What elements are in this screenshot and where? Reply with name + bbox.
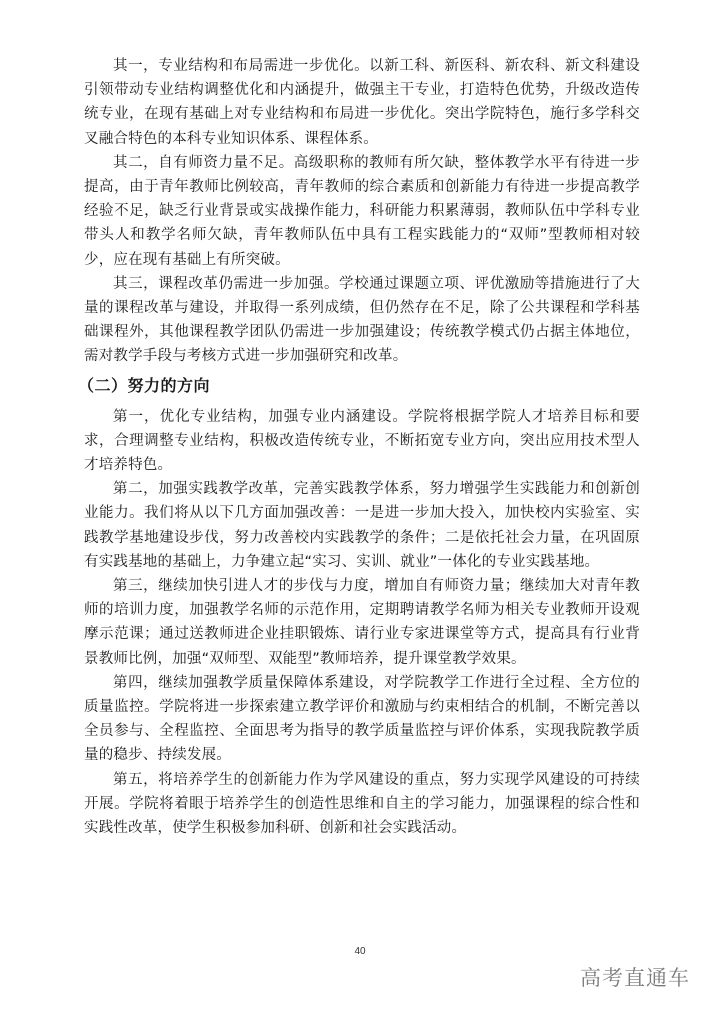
watermark-text: 高考直通车 [580,966,690,990]
paragraph-1: 其一，专业结构和布局需进一步优化。以新工科、新医科、新农科、新文科建设引领带动专业结构调整优化和内涵提升，做强主干专业，打造特色优势，升级改造传统专业，在现有基础上对专业结构和布局进一步优化。突出学院特色，施行多学科交叉融合特色的本科专业知识体系、课程体系。 [84,58,640,147]
page-number: 40 [354,946,366,957]
paragraph-5: 第二，加强实践教学改革，完善实践教学体系，努力增强学生实践能力和创新创业能力。我们将从以下几方面加强改善：一是进一步加大投入，加快校内实验室、实践教学基地建设步伐，努力改善校内实践教学的条件；二是依托社会力量，在巩固原有实践基地的基础上，力争建立起“实习、实训、就业”一体化的专业实践基地。 [84,481,640,570]
paragraph-4: 第一，优化专业结构，加强专业内涵建设。学院将根据学院人才培养目标和要求，合理调整专业结构，积极改造传统专业，不断拓宽专业方向，突出应用技术型人才培养特色。 [84,408,640,474]
document-body [78,54,640,840]
section-heading: （二）努力的方向 [78,375,211,395]
paragraph-7: 第四，继续加强教学质量保障体系建设，对学院教学工作进行全过程、全方位的质量监控。学院将进一步探索建立教学评价和激励与约束相结合的机制，不断完善以全员参与、全程监控、全面思考为指导的教学质量监控与评价体系，实现我院教学质量的稳步、持续发展。 [84,674,640,764]
paragraph-2: 其二，自有师资力量不足。高级职称的教师有所欠缺，整体教学水平有待进一步提高，由于青年教师比例较高，青年教师的综合素质和创新能力有待进一步提高教学经验不足，缺乏行业背景或实战操作能力，科研能力积累薄弱，教师队伍中学科专业带头人和教学名师欠缺，青年教师队伍中具有工程实践能力的“双师”型教师相对较少，应在现有基础上有所突破。 [84,154,640,268]
paragraph-6: 第三，继续加快引进人才的步伐与力度，增加自有师资力量；继续加大对青年教师的培训力度，加强教学名师的示范作用，定期聘请教学名师为相关专业教师开设观摩示范课；通过送教师进企业挂职锻炼、请行业专家进课堂等方式，提高具有行业背景教师比例，加强“双师型、双能型”教师培养，提升课堂教学效果。 [84,578,640,667]
paragraph-3: 其三，课程改革仍需进一步加强。学校通过课题立项、评优激励等措施进行了大量的课程改革与建设，并取得一系列成绩，但仍然存在不足，除了公共课程和学科基础课程外，其他课程教学团队仍需进一步加强建设；传统教学模式仍占据主体地位，需对教学手段与考核方式进一步加强研究和改革。 [84,275,640,365]
paragraph-8: 第五，将培养学生的创新能力作为学风建设的重点，努力实现学风建设的可持续开展。学院将着眼于培养学生的创造性思维和自主的学习能力，加强课程的综合性和实践性改革，使学生积极参加科研、创新和社会实践活动。 [84,771,640,837]
